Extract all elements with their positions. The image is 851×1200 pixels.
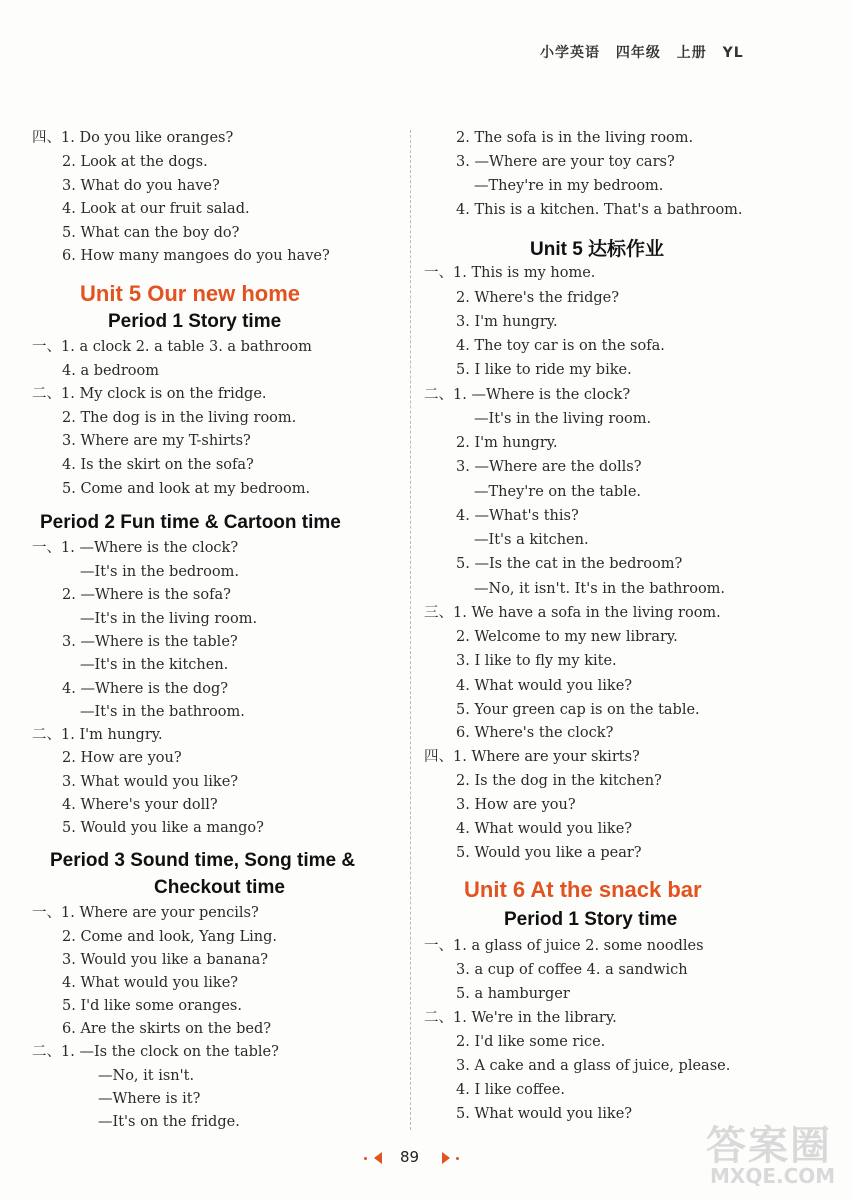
answer-line: 4. a bedroom: [62, 363, 159, 379]
unit5-task-title: Unit 5 达标作业: [530, 239, 665, 260]
header-subject: 小学英语: [540, 45, 600, 61]
column-divider: [410, 130, 411, 1130]
header-volume: 上册: [676, 45, 707, 61]
answer-line: —It's in the bedroom.: [80, 564, 239, 580]
answer-line: —It's in the kitchen.: [80, 657, 229, 673]
answer-line: 2. The dog is in the living room.: [62, 410, 297, 426]
answer-line: 一、1. a clock 2. a table 3. a bathroom: [32, 339, 312, 355]
answer-line: 2. How are you?: [62, 750, 182, 766]
answer-line: 3. Would you like a banana?: [62, 952, 269, 968]
answer-line: —It's on the fridge.: [98, 1114, 240, 1130]
answer-line: 一、1. Where are your pencils?: [32, 905, 259, 921]
answer-line: 5. Would you like a pear?: [456, 845, 642, 861]
answer-line: 二、1. We're in the library.: [424, 1010, 617, 1026]
watermark-url: MXQE.COM: [710, 1164, 836, 1188]
answer-line: 二、1. My clock is on the fridge.: [32, 386, 267, 402]
answer-line: 2. Where's the fridge?: [456, 290, 620, 306]
answer-line: 3. Where are my T-shirts?: [62, 433, 251, 449]
answer-line: 3. I like to fly my kite.: [456, 653, 617, 669]
answer-line: 5. Come and look at my bedroom.: [62, 481, 311, 497]
answer-line: 三、1. We have a sofa in the living room.: [424, 605, 721, 621]
answer-line: 4. What would you like?: [456, 678, 633, 694]
answer-line: 4. Where's your doll?: [62, 797, 218, 813]
answer-line: 二、1. I'm hungry.: [32, 727, 163, 743]
next-arrow-icon: [442, 1152, 450, 1164]
answer-line: 4. What would you like?: [62, 975, 239, 991]
answer-line: 二、1. —Where is the clock?: [424, 387, 631, 403]
answer-line: 2. I'm hungry.: [456, 435, 558, 451]
answer-line: 3. What do you have?: [62, 178, 220, 194]
answer-line: 4. What would you like?: [456, 821, 633, 837]
period1-title: Period 1 Story time: [108, 311, 282, 332]
answer-line: 2. Look at the dogs.: [62, 154, 208, 170]
answer-line: 5. Would you like a mango?: [62, 820, 264, 836]
answer-line: 4. This is a kitchen. That's a bathroom.: [456, 202, 743, 218]
answer-line: 5. a hamburger: [456, 986, 570, 1002]
prev-arrow-icon: [374, 1152, 382, 1164]
answer-line: 二、1. —Is the clock on the table?: [32, 1044, 279, 1060]
answer-line: 5. I'd like some oranges.: [62, 998, 242, 1014]
page-number: 89: [400, 1148, 420, 1166]
answer-line: 4. —What's this?: [456, 508, 579, 524]
answer-line: —It's in the living room.: [80, 611, 258, 627]
answer-line: 四、1. Do you like oranges?: [32, 130, 234, 146]
answer-line: 3. —Where is the table?: [62, 634, 238, 650]
answer-line: 5. Your green cap is on the table.: [456, 702, 700, 718]
answer-line: —They're on the table.: [474, 484, 642, 500]
answer-line: 4. Look at our fruit salad.: [62, 201, 250, 217]
answer-line: 3. A cake and a glass of juice, please.: [456, 1058, 731, 1074]
answer-line: 3. —Where are the dolls?: [456, 459, 642, 475]
answer-line: 6. How many mangoes do you have?: [62, 248, 330, 264]
answer-line: 6. Where's the clock?: [456, 725, 614, 741]
answer-line: —No, it isn't. It's in the bathroom.: [474, 581, 726, 597]
answer-line: 2. Come and look, Yang Ling.: [62, 929, 278, 945]
answer-line: 2. I'd like some rice.: [456, 1034, 606, 1050]
answer-line: 5. What would you like?: [456, 1106, 633, 1122]
answer-line: 4. The toy car is on the sofa.: [456, 338, 665, 354]
answer-line: 2. —Where is the sofa?: [62, 587, 231, 603]
header-edition: YL: [722, 45, 744, 61]
unit6-period1-title: Period 1 Story time: [504, 909, 678, 930]
watermark-logo: 答案圈: [706, 1123, 832, 1169]
answer-line: —It's a kitchen.: [474, 532, 589, 548]
page-footer: [360, 1148, 480, 1170]
answer-line: 3. I'm hungry.: [456, 314, 558, 330]
answer-line: 3. How are you?: [456, 797, 576, 813]
answer-line: 6. Are the skirts on the bed?: [62, 1021, 272, 1037]
footer-dot-icon: [364, 1157, 367, 1160]
answer-line: 一、1. a glass of juice 2. some noodles: [424, 938, 704, 954]
header-grade: 四年级: [615, 45, 661, 61]
answer-line: —No, it isn't.: [98, 1068, 195, 1084]
watermark: [706, 1114, 846, 1194]
answer-line: 2. Welcome to my new library.: [456, 629, 678, 645]
answer-line: 3. What would you like?: [62, 774, 239, 790]
footer-dot-icon: [456, 1157, 459, 1160]
answer-line: —Where is it?: [98, 1091, 201, 1107]
period3-title: Period 3 Sound time, Song time &: [50, 850, 356, 871]
answer-line: 4. I like coffee.: [456, 1082, 565, 1098]
answer-line: 4. —Where is the dog?: [62, 681, 228, 697]
answer-line: 4. Is the skirt on the sofa?: [62, 457, 254, 473]
answer-line: 2. The sofa is in the living room.: [456, 130, 694, 146]
answer-line: 5. I like to ride my bike.: [456, 362, 632, 378]
answer-line: 一、1. This is my home.: [424, 265, 596, 281]
answer-line: 5. —Is the cat in the bedroom?: [456, 556, 683, 572]
unit6-title: Unit 6 At the snack bar: [464, 877, 702, 902]
period3-title-cont: Checkout time: [154, 877, 285, 898]
page-header: [540, 42, 800, 62]
period2-title: Period 2 Fun time & Cartoon time: [40, 512, 341, 533]
answer-line: —It's in the bathroom.: [80, 704, 245, 720]
answer-line: —They're in my bedroom.: [474, 178, 664, 194]
answer-line: 3. —Where are your toy cars?: [456, 154, 675, 170]
answer-line: —It's in the living room.: [474, 411, 652, 427]
answer-line: 3. a cup of coffee 4. a sandwich: [456, 962, 688, 978]
answer-line: 5. What can the boy do?: [62, 225, 240, 241]
answer-line: 一、1. —Where is the clock?: [32, 540, 239, 556]
answer-line: 四、1. Where are your skirts?: [424, 749, 640, 765]
unit5-title: Unit 5 Our new home: [80, 281, 301, 306]
answer-line: 2. Is the dog in the kitchen?: [456, 773, 662, 789]
